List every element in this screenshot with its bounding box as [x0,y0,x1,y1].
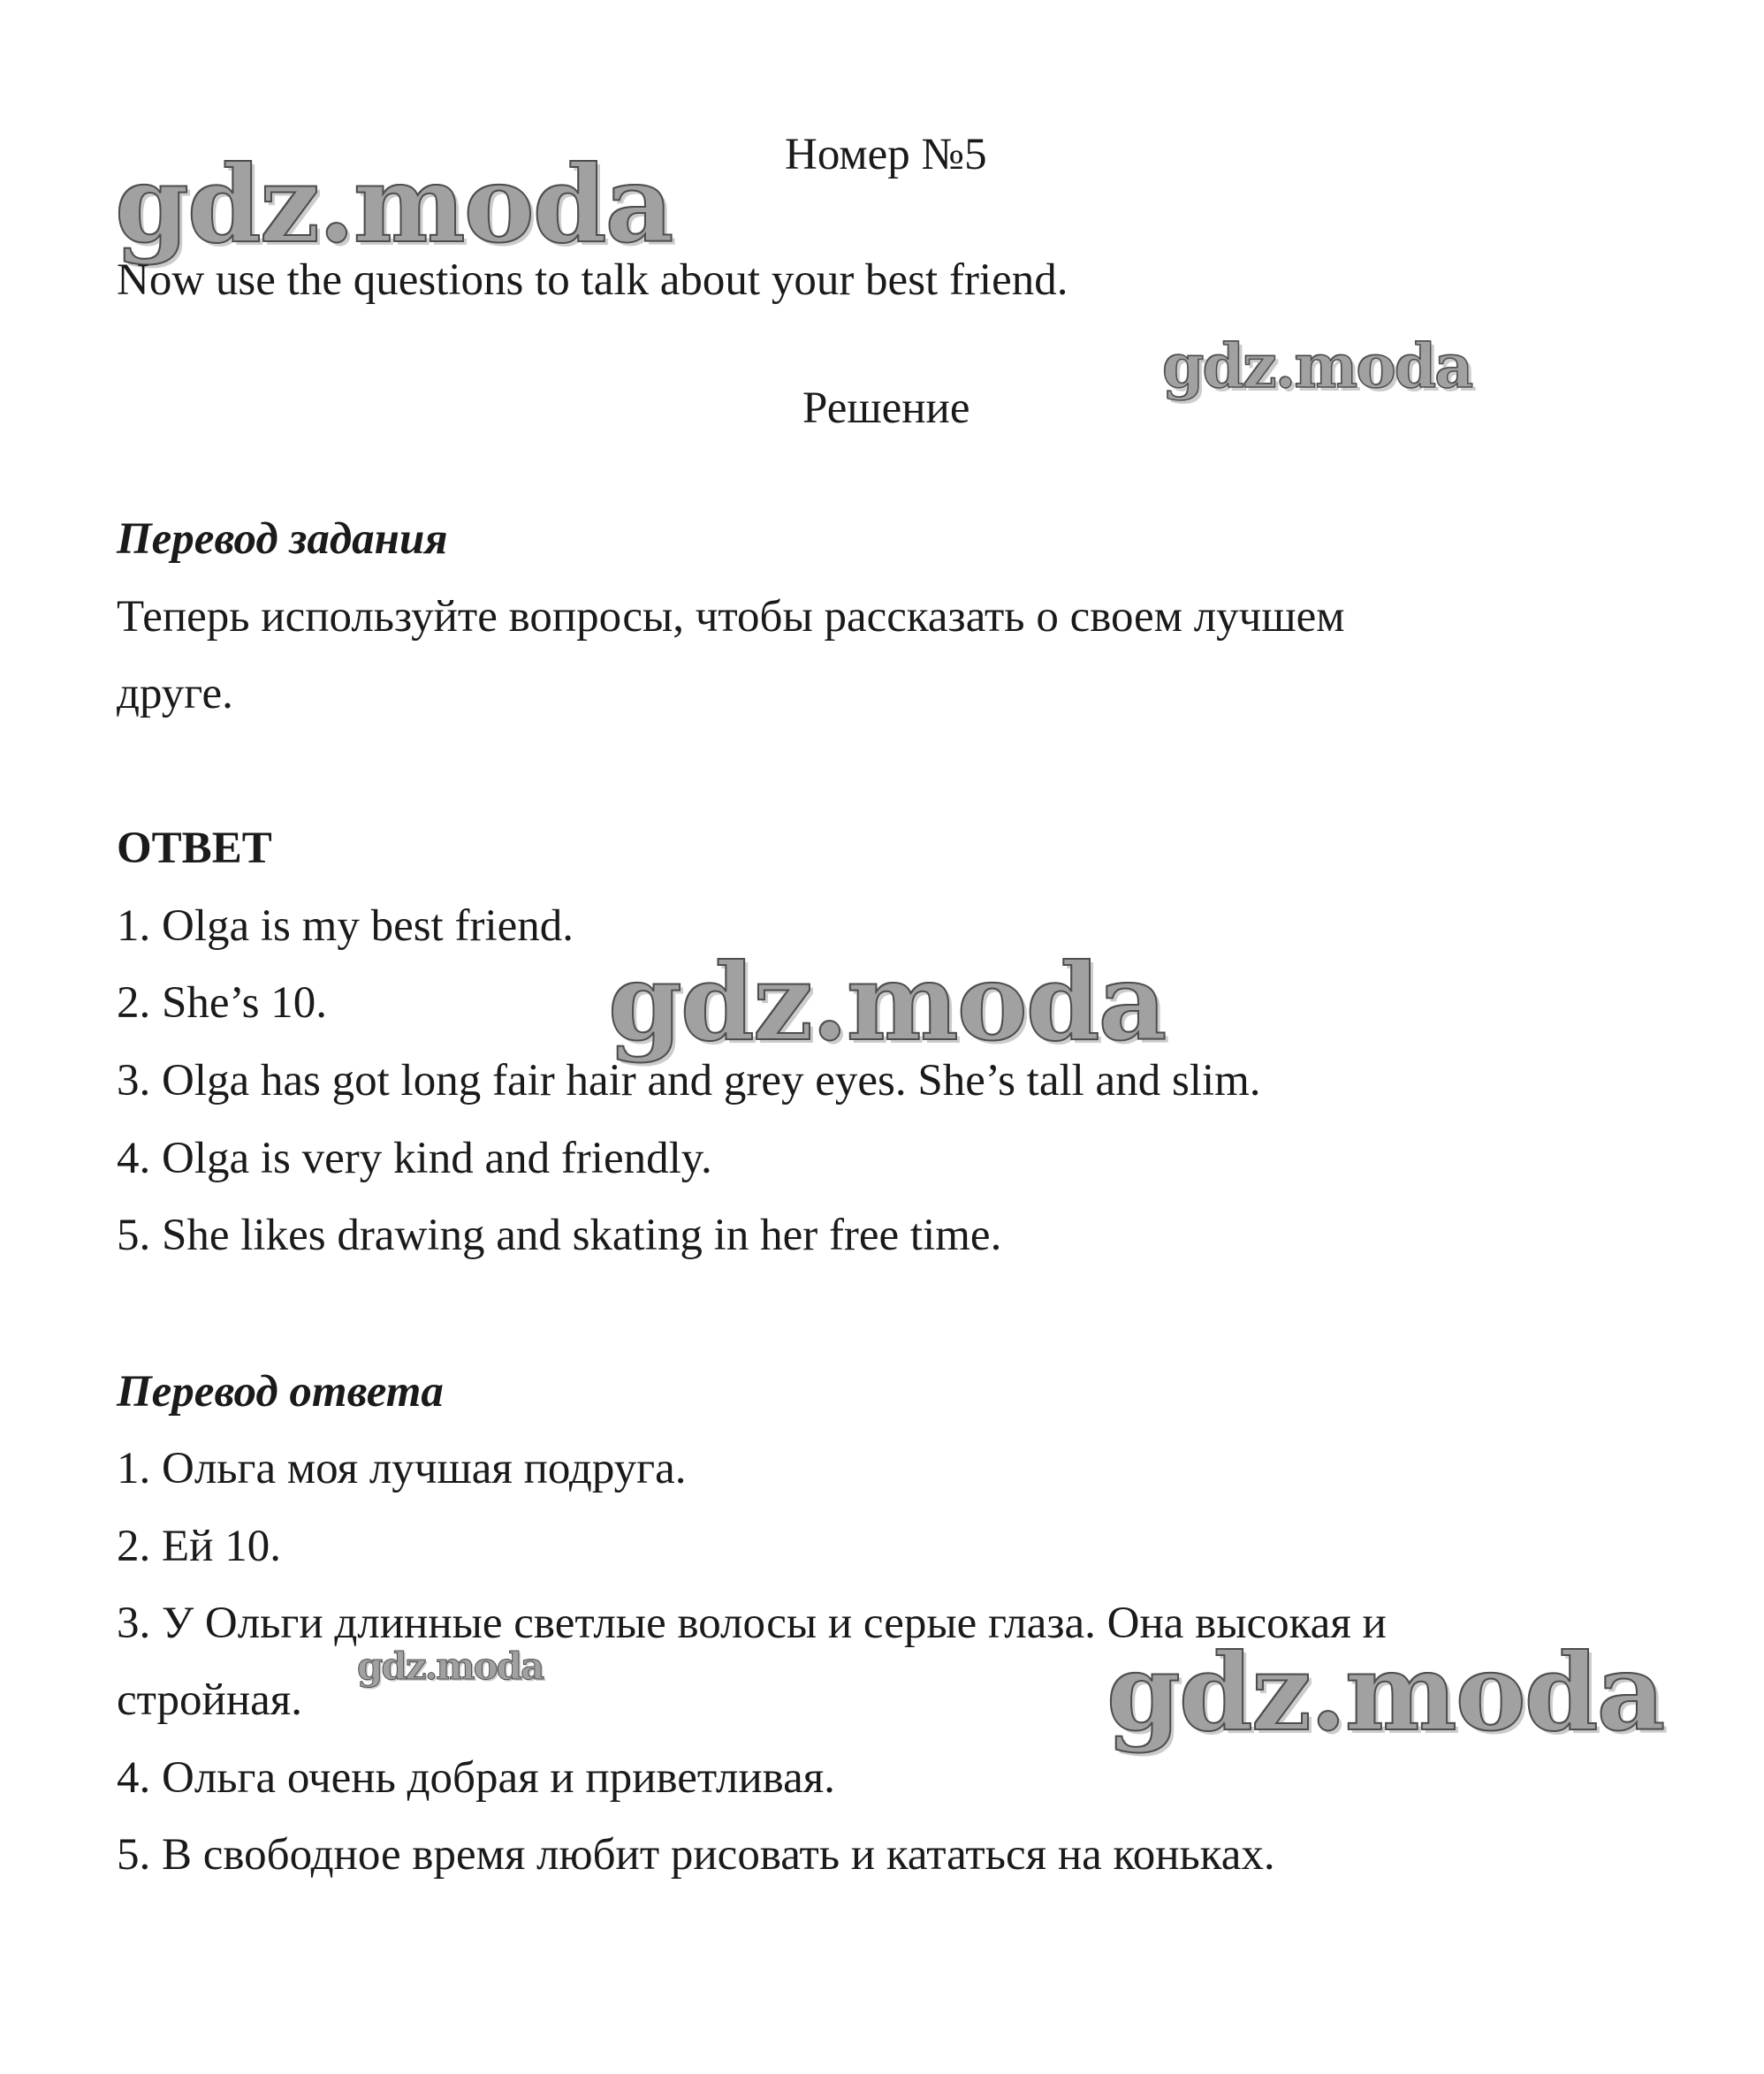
watermark-logo: gdz.moda [608,940,1166,1065]
watermark-logo: gdz.moda [1106,1630,1664,1755]
answer-item: 5. She likes drawing and skating in her free time. [117,1211,1002,1260]
answer-heading: ОТВЕТ [117,824,272,873]
answer-item: 2. She’s 10. [117,978,328,1028]
watermark-logo: gdz.moda [1162,331,1472,402]
watermark-logo: gdz.moda [357,1645,544,1688]
task-translation-heading: Перевод задания [117,514,448,564]
answer-translation-line: 1. Ольга моя лучшая подруга. [117,1444,687,1493]
answer-translation-line: 3. У Ольги длинные светлые волосы и серые глаза. Она высокая и [117,1599,1387,1648]
answer-translation-line: стройная. [117,1675,302,1725]
page-title: Номер №5 [785,130,987,179]
answer-item: 4. Olga is very kind and friendly. [117,1134,712,1183]
answer-translation-line: 2. Ей 10. [117,1522,281,1571]
solution-title: Решение [802,384,970,433]
answer-translation-line: 5. В свободное время любит рисовать и кататься на коньках. [117,1830,1275,1880]
answer-item: 3. Olga has got long fair hair and grey eyes. She’s tall and slim. [117,1056,1261,1105]
answer-item: 1. Olga is my best friend. [117,901,574,951]
watermark-logo: gdz.moda [115,142,673,267]
task-text: Now use the questions to talk about your best friend. [117,255,1068,305]
answer-translation-line: 4. Ольга очень добрая и приветливая. [117,1753,835,1803]
task-translation-line: Теперь используйте вопросы, чтобы рассказать о своем лучшем [117,592,1345,642]
task-translation-line: друге. [117,669,233,718]
answer-translation-heading: Перевод ответа [117,1367,444,1417]
